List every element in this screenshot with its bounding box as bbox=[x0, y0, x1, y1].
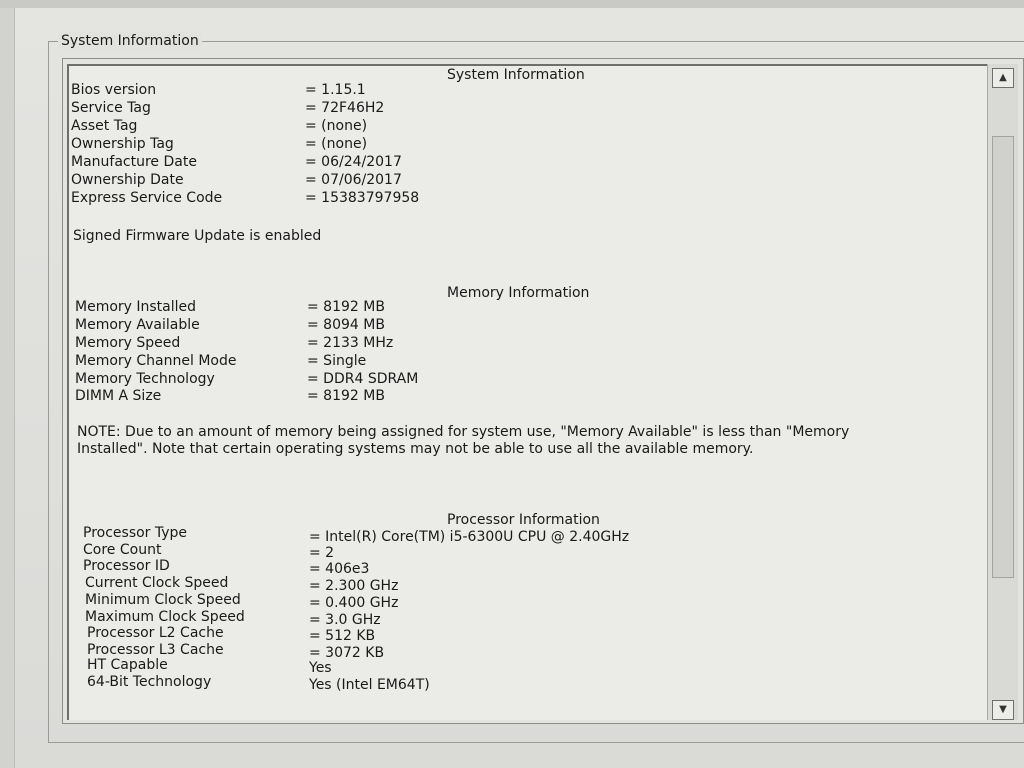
dimm-a-size-value: = 8192 MB bbox=[307, 388, 385, 404]
scroll-down-arrow-icon[interactable]: ▼ bbox=[992, 700, 1014, 720]
memory-technology-value: = DDR4 SDRAM bbox=[307, 371, 419, 387]
processor-type-value: = Intel(R) Core(TM) i5-6300U CPU @ 2.40GHz bbox=[309, 529, 630, 545]
memory-info-heading: Memory Information bbox=[447, 285, 590, 301]
memory-channel-mode-value: = Single bbox=[307, 353, 367, 369]
processor-l2-cache-value: = 512 KB bbox=[309, 628, 376, 644]
64-bit-technology-label: 64-Bit Technology bbox=[87, 674, 212, 690]
information-content bbox=[67, 64, 987, 720]
memory-technology-label: Memory Technology bbox=[75, 371, 215, 387]
64-bit-technology-value: Yes (Intel EM64T) bbox=[309, 677, 430, 693]
ownership-tag-value: = (none) bbox=[305, 136, 368, 152]
memory-installed-value: = 8192 MB bbox=[307, 299, 385, 315]
ownership-date-value: = 07/06/2017 bbox=[305, 172, 402, 188]
manufacture-date-label: Manufacture Date bbox=[71, 154, 197, 170]
processor-l3-cache-label: Processor L3 Cache bbox=[87, 642, 224, 658]
processor-l3-cache-value: = 3072 KB bbox=[309, 645, 385, 661]
minimum-clock-speed-label: Minimum Clock Speed bbox=[85, 592, 241, 608]
memory-speed-value: = 2133 MHz bbox=[307, 335, 394, 351]
vertical-scrollbar[interactable] bbox=[987, 64, 1018, 720]
system-info-heading: System Information bbox=[447, 67, 585, 83]
ownership-date-label: Ownership Date bbox=[71, 172, 184, 188]
left-edge bbox=[0, 8, 15, 768]
signed-firmware-note: Signed Firmware Update is enabled bbox=[73, 228, 322, 244]
maximum-clock-speed-value: = 3.0 GHz bbox=[309, 612, 381, 628]
memory-channel-mode-label: Memory Channel Mode bbox=[75, 353, 237, 369]
express-service-code-value: = 15383797958 bbox=[305, 190, 420, 206]
memory-speed-label: Memory Speed bbox=[75, 335, 181, 351]
bios-version-label: Bios version bbox=[71, 82, 157, 98]
asset-tag-value: = (none) bbox=[305, 118, 368, 134]
asset-tag-label: Asset Tag bbox=[71, 118, 138, 134]
current-clock-speed-value: = 2.300 GHz bbox=[309, 578, 399, 594]
memory-note: NOTE: Due to an amount of memory being assigned for system use, "Memory Available" is less than "Memory Installed". Note that certain operating systems may not be able to use all the available memory. bbox=[77, 424, 850, 457]
memory-available-label: Memory Available bbox=[75, 317, 200, 333]
group-title: System Information bbox=[58, 32, 202, 50]
memory-installed-label: Memory Installed bbox=[75, 299, 197, 315]
service-tag-value: = 72F46H2 bbox=[305, 100, 385, 116]
maximum-clock-speed-label: Maximum Clock Speed bbox=[85, 609, 245, 625]
ht-capable-label: HT Capable bbox=[87, 657, 168, 673]
processor-info-heading: Processor Information bbox=[447, 512, 600, 528]
core-count-label: Core Count bbox=[83, 542, 162, 558]
processor-id-value: = 406e3 bbox=[309, 561, 370, 577]
top-border bbox=[0, 0, 1024, 8]
ownership-tag-label: Ownership Tag bbox=[71, 136, 174, 152]
core-count-value: = 2 bbox=[309, 545, 335, 561]
minimum-clock-speed-value: = 0.400 GHz bbox=[309, 595, 399, 611]
processor-type-label: Processor Type bbox=[83, 525, 188, 541]
processor-l2-cache-label: Processor L2 Cache bbox=[87, 625, 224, 641]
ht-capable-value: Yes bbox=[309, 660, 332, 676]
service-tag-label: Service Tag bbox=[71, 100, 151, 116]
processor-id-label: Processor ID bbox=[83, 558, 170, 574]
dimm-a-size-label: DIMM A Size bbox=[75, 388, 162, 404]
express-service-code-label: Express Service Code bbox=[71, 190, 223, 206]
manufacture-date-value: = 06/24/2017 bbox=[305, 154, 402, 170]
scroll-up-arrow-icon[interactable]: ▲ bbox=[992, 68, 1014, 88]
bios-version-value: = 1.15.1 bbox=[305, 82, 366, 98]
scrollbar-thumb[interactable] bbox=[992, 136, 1014, 578]
memory-available-value: = 8094 MB bbox=[307, 317, 385, 333]
current-clock-speed-label: Current Clock Speed bbox=[85, 575, 229, 591]
